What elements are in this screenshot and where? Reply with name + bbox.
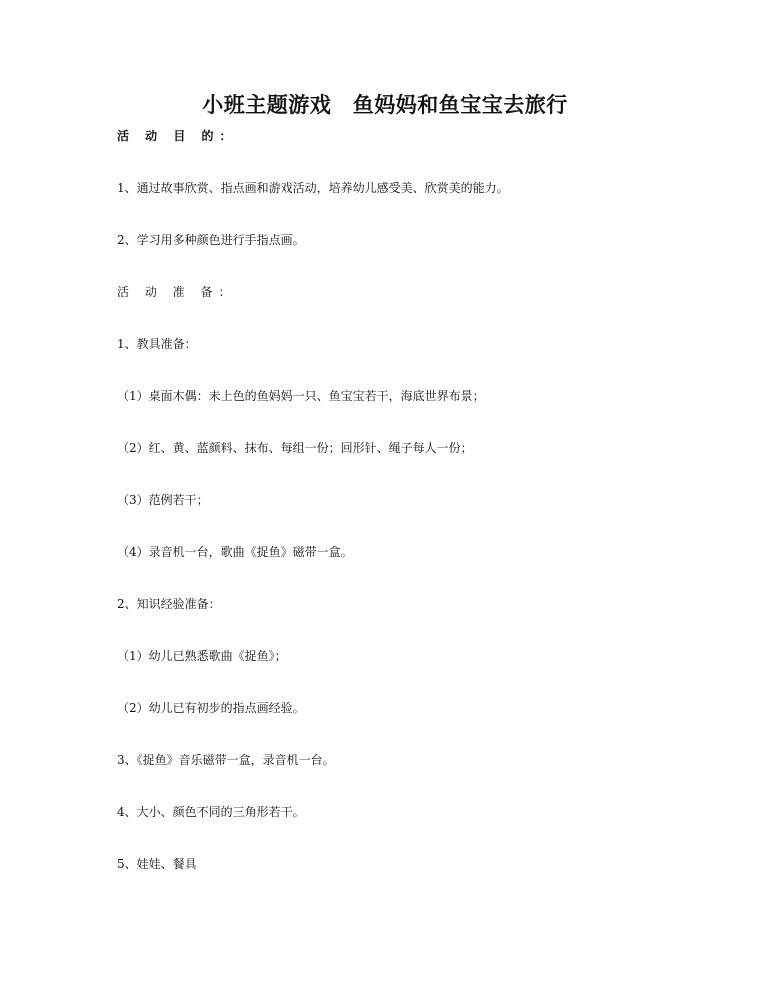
paragraph-line: 3、《捉鱼》音乐磁带一盒，录音机一台。 <box>117 753 335 767</box>
paragraph-line: 4、大小、颜色不同的三角形若干。 <box>117 805 305 819</box>
paragraph-line: 1、教具准备： <box>117 337 197 351</box>
section-heading-objectives: 活 动 目 的： <box>117 129 238 143</box>
paragraph-line: （1）桌面木偶：未上色的鱼妈妈一只、鱼宝宝若干，海底世界布景； <box>117 389 485 403</box>
document-title: 小班主题游戏 鱼妈妈和鱼宝宝去旅行 <box>202 92 568 117</box>
paragraph-line: （1）幼儿已熟悉歌曲《捉鱼》； <box>117 649 287 663</box>
paragraph-line: （2）红、黄、蓝颜料、抹布、每组一份；回形针、绳子每人一份； <box>117 441 473 455</box>
section-heading-preparation: 活 动 准 备： <box>117 285 237 299</box>
paragraph-line: 2、学习用多种颜色进行手指点画。 <box>117 233 305 247</box>
paragraph-line: （2）幼儿已有初步的指点画经验。 <box>117 701 305 715</box>
paragraph-line: 5、娃娃、餐具 <box>117 857 197 871</box>
paragraph-line: （3）范例若干； <box>117 493 209 507</box>
paragraph-line: 1、通过故事欣赏、指点画和游戏活动，培养幼儿感受美、欣赏美的能力。 <box>117 181 509 195</box>
paragraph-line: （4）录音机一台，歌曲《捉鱼》磁带一盒。 <box>117 545 353 559</box>
paragraph-line: 2、知识经验准备： <box>117 597 221 611</box>
